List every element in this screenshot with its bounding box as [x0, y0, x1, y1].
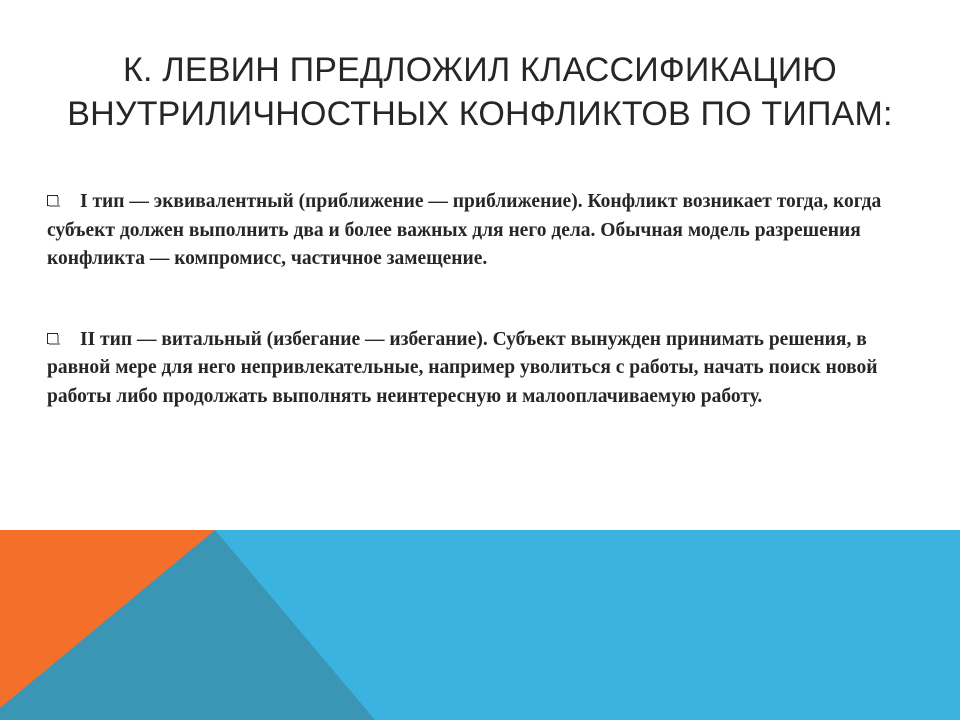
bullet-item-type-1: [47, 188, 917, 274]
checkbox-bullet-icon: [47, 333, 58, 344]
checkbox-bullet-icon: [47, 195, 58, 206]
bullet-text: I тип — эквивалентный (приближение — приближение). Конфликт возникает тогда, когда субъект должен выполнить два и более важных для него дела. Обычная модель разрешения конфликта — компромисс, частичное замещение.: [47, 191, 882, 269]
decorative-footer-shapes: [0, 530, 960, 720]
slide-title: К. ЛЕВИН ПРЕДЛОЖИЛ КЛАССИФИКАЦИЮ ВНУТРИЛИЧНОСТНЫХ КОНФЛИКТОВ ПО ТИПАМ:: [67, 51, 893, 133]
bullet-item-type-2: [47, 326, 917, 412]
bullet-list: [47, 188, 917, 411]
bullet-text: II тип — витальный (избегание — избегание). Субъект вынужден принимать решения, в равной мере для него непривлекательные, например уволиться с работы, начать поиск новой работы либо продолжать выполнять неинтересную и малооплачиваемую работу.: [47, 328, 878, 407]
